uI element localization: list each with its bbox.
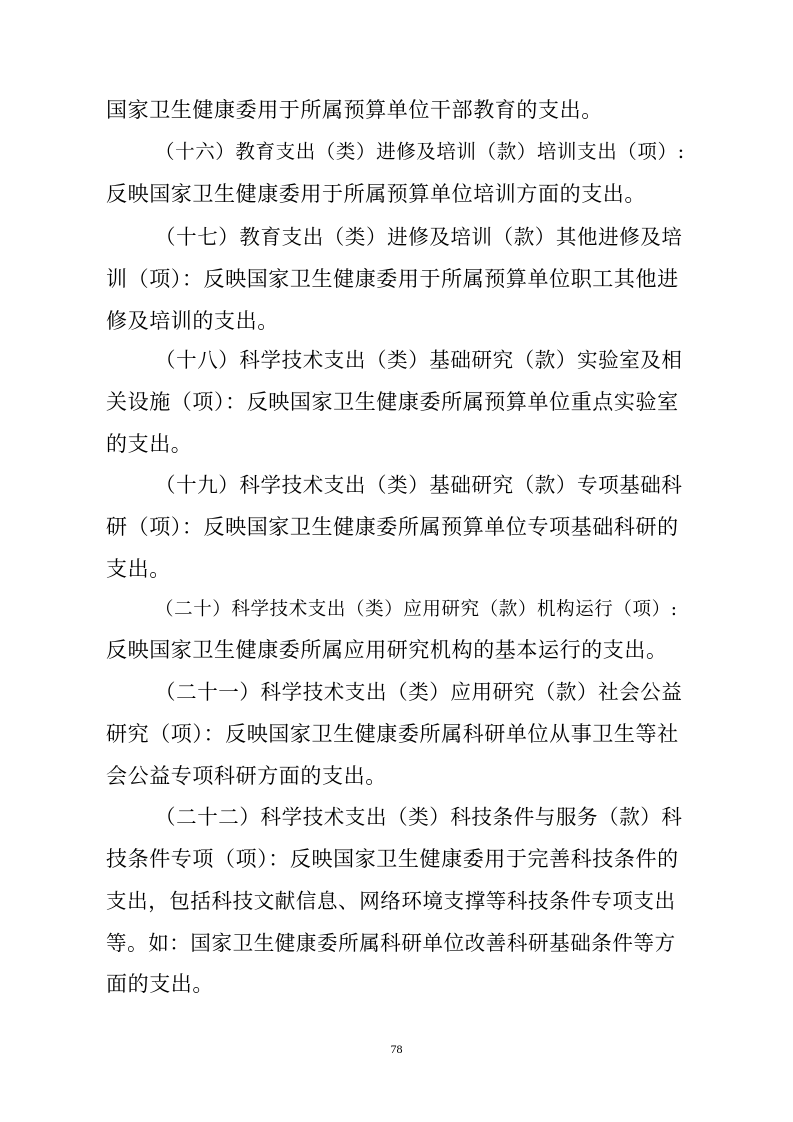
paragraph-line: 研（项）：反映国家卫生健康委所属预算单位专项基础科研的 <box>106 515 679 539</box>
paragraph-line: 反映国家卫生健康委所属应用研究机构的基本运行的支出。 <box>106 638 668 662</box>
paragraph-line: （十九）科学技术支出（类）基础研究（款）专项基础科 <box>155 473 683 497</box>
paragraph-line: （二十二）科学技术支出（类）科技条件与服务（款）科 <box>155 805 683 829</box>
paragraph-line: 训（项）：反映国家卫生健康委用于所属预算单位职工其他进 <box>106 267 679 291</box>
paragraph-line: 面的支出。 <box>106 972 214 996</box>
paragraph-line: 反映国家卫生健康委用于所属预算单位培训方面的支出。 <box>106 182 646 206</box>
paragraph-line: 国家卫生健康委用于所属预算单位干部教育的支出。 <box>106 98 603 122</box>
paragraph-line: 关设施（项）：反映国家卫生健康委所属预算单位重点实验室 <box>106 390 679 414</box>
paragraph-line: 支出，包括科技文献信息、网络环境支撑等科技条件专项支出 <box>106 889 676 913</box>
paragraph-line: （十八）科学技术支出（类）基础研究（款）实验室及相 <box>155 348 683 372</box>
paragraph-line: （十六）教育支出（类）进修及培训（款）培训支出（项）: <box>155 140 685 163</box>
paragraph-line: （十七）教育支出（类）进修及培训（款）其他进修及培 <box>155 225 683 249</box>
page-number: 78 <box>390 1042 403 1056</box>
paragraph-line: （二十一）科学技术支出（类）应用研究（款）社会公益 <box>155 680 683 704</box>
paragraph-line: 等。如：国家卫生健康委所属科研单位改善科研基础条件等方 <box>106 931 676 955</box>
paragraph-line: 支出。 <box>106 557 171 581</box>
paragraph-line: 的支出。 <box>106 432 193 456</box>
paragraph-line: （二十）科学技术支出（类）应用研究（款）机构运行（项）: <box>155 599 678 620</box>
paragraph-line: 会公益专项科研方面的支出。 <box>106 764 387 788</box>
paragraph-line: 技条件专项（项）：反映国家卫生健康委用于完善科技条件的 <box>106 847 679 871</box>
paragraph-line: 研究（项）：反映国家卫生健康委所属科研单位从事卫生等社 <box>106 722 679 746</box>
paragraph-line: 修及培训的支出。 <box>106 309 279 333</box>
